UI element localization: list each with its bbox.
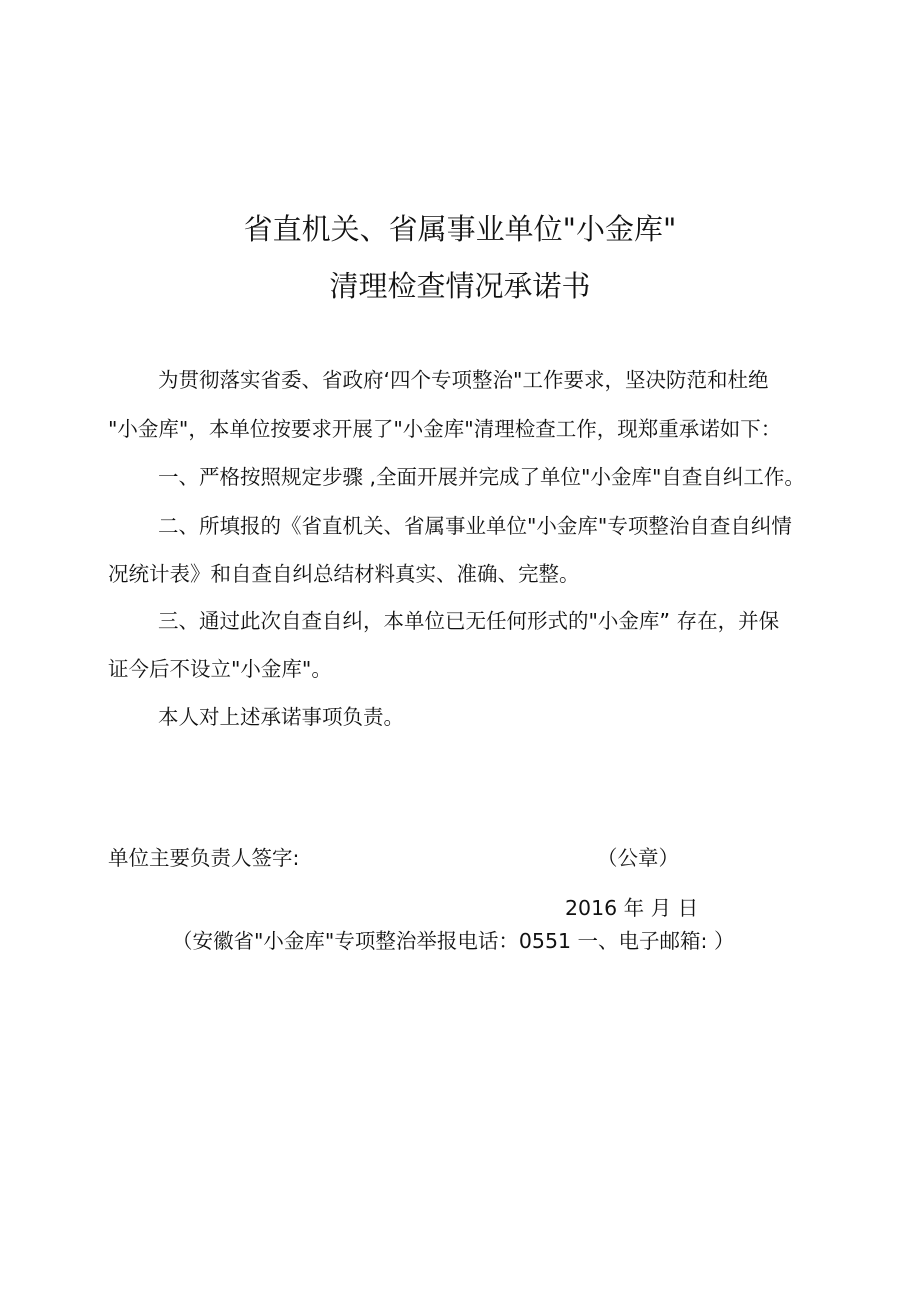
document-title-line1: 省直机关、省属事业单位"小金库" — [243, 212, 677, 246]
commitment-item-1: 一、严格按照规定步骤 ,全面开展并完成了单位"小金库"自查自纠工作。 — [158, 465, 805, 489]
intro-paragraph-line2: "小金库"，本单位按要求开展了"小金库"清理检查工作，现郑重承诺如下： — [108, 417, 782, 441]
commitment-item-3-line2: 证今后不设立"小金库"。 — [108, 657, 332, 681]
signature-label: 单位主要负责人签字: — [108, 846, 300, 870]
intro-paragraph-line1: 为贯彻落实省委、省政府‘四个专项整治"工作要求，坚决防范和杜绝 — [158, 368, 769, 392]
document-title-line2: 清理检查情况承诺书 — [329, 269, 591, 303]
commitment-item-2-line2: 况统计表》和自查自纠总结材料真实、准确、完整。 — [108, 562, 580, 586]
closing-statement: 本人对上述承诺事项负责。 — [158, 705, 404, 729]
commitment-item-3-line1: 三、通过此次自查自纠，本单位已无任何形式的"小金库” 存在，并保 — [158, 609, 780, 633]
date-line: 2016 年 月 日 — [565, 896, 699, 920]
hotline-note: （安徽省"小金库"专项整治举报电话：0551 一、电子邮箱: ） — [172, 929, 735, 953]
commitment-item-2-line1: 二、所填报的《省直机关、省属事业单位"小金库"专项整治自查自纠情 — [158, 514, 792, 538]
seal-label: （公章） — [597, 846, 679, 870]
